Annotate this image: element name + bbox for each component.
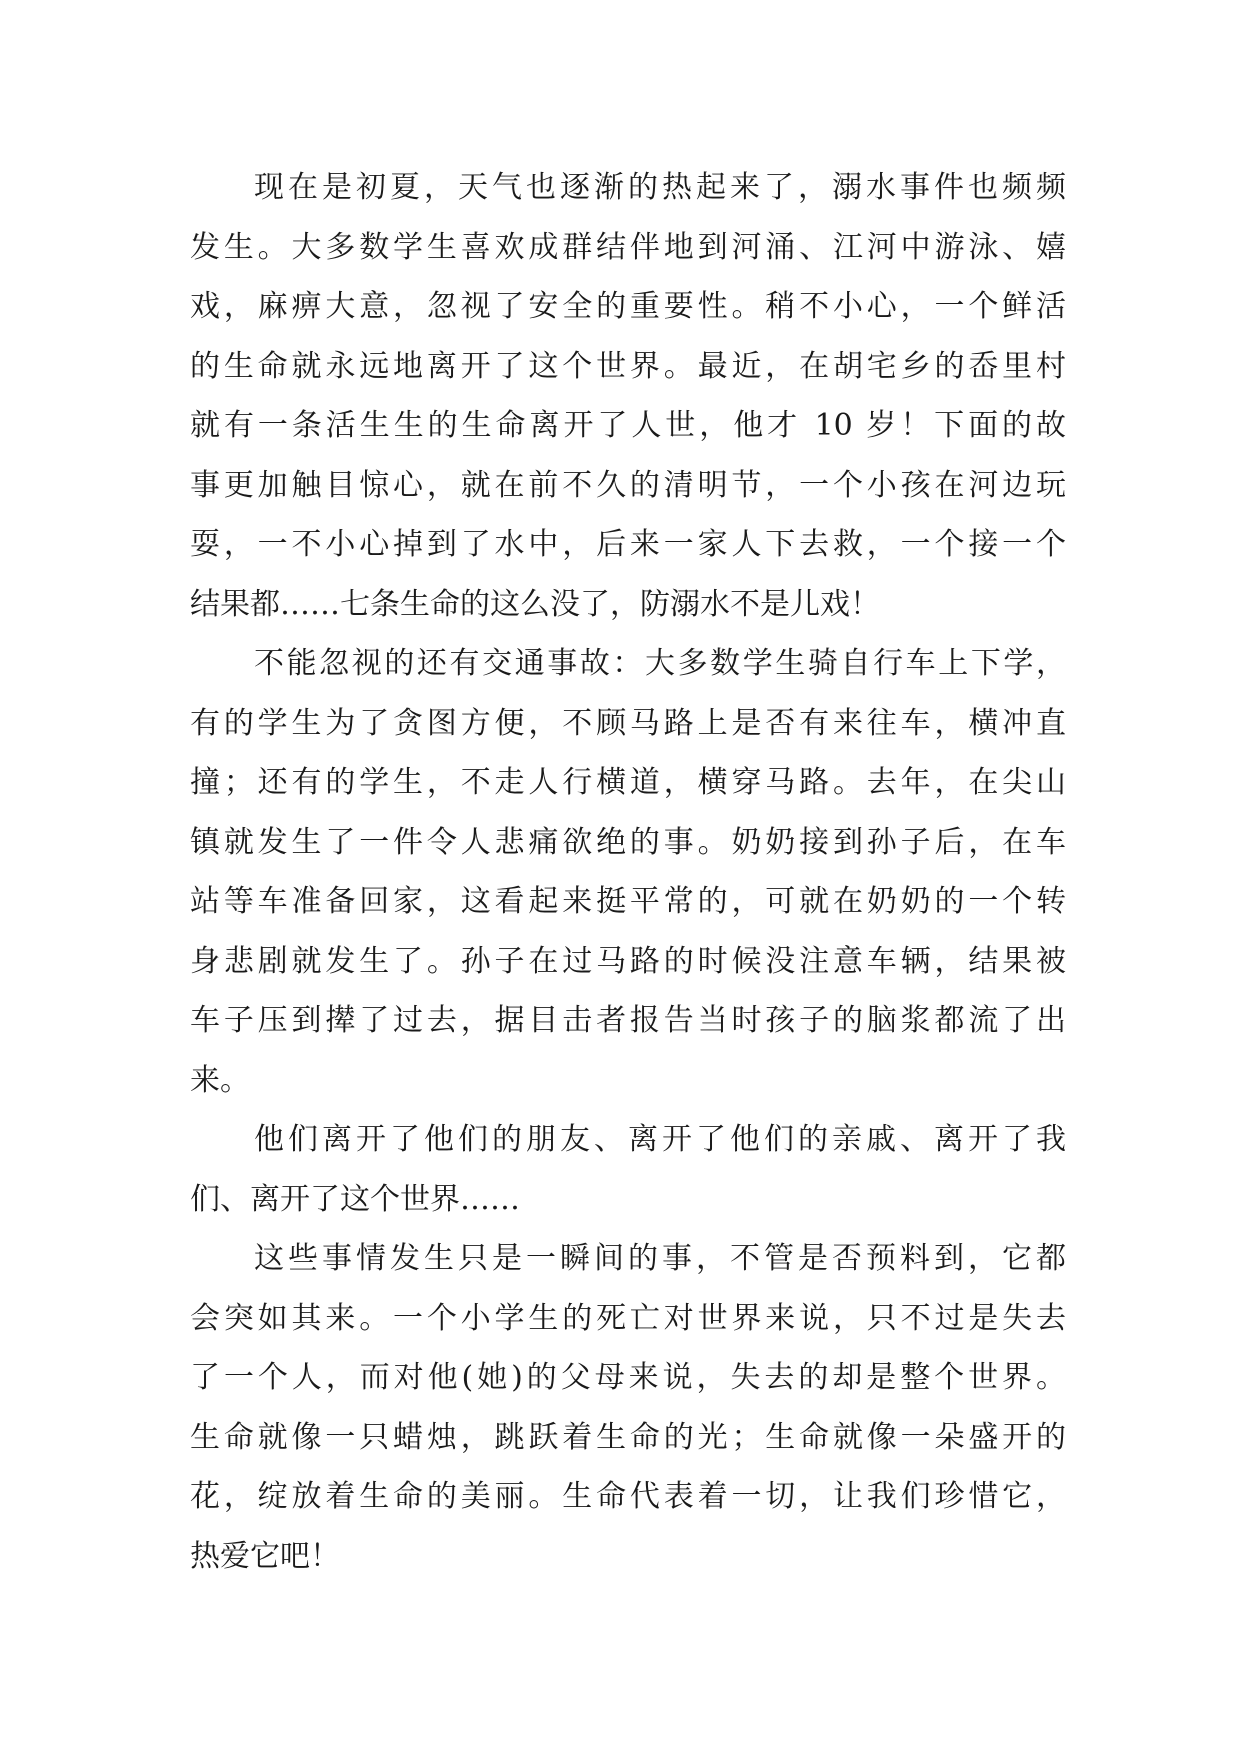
paragraph-line: 不能忽视的还有交通事故：大多数学生骑自行车上下学， — [254, 646, 1066, 681]
paragraph-line: 事更加触目惊心，就在前不久的清明节，一个小孩在河边玩 — [190, 467, 1066, 503]
paragraph-drowning — [190, 158, 1066, 634]
paragraph-line: 这些事情发生只是一瞬间的事，不管是否预料到，它都 — [254, 1241, 1066, 1276]
paragraph-farewell — [190, 1110, 1066, 1229]
paragraph-line: 热爱它吧！ — [190, 1538, 340, 1574]
paragraph-line: 就有一条活生生的生命离开了人世，他才 10 岁！下面的故 — [190, 408, 1066, 443]
paragraph-line: 来。 — [190, 1062, 250, 1098]
paragraph-line: 耍，一不小心掉到了水中，后来一家人下去救，一个接一个 — [190, 527, 1066, 562]
paragraph-cherish-life — [190, 1229, 1066, 1586]
paragraph-line: 有的学生为了贪图方便，不顾马路上是否有来往车，横冲直 — [190, 705, 1066, 741]
paragraph-line: 会突如其来。一个小学生的死亡对世界来说，只不过是失去 — [190, 1300, 1066, 1336]
paragraph-line: 生命就像一只蜡烛，跳跃着生命的光；生命就像一朵盛开的 — [190, 1419, 1066, 1455]
paragraph-line: 他们离开了他们的朋友、离开了他们的亲戚、离开了我 — [254, 1122, 1066, 1157]
paragraph-line: 了一个人，而对他(她)的父母来说，失去的却是整个世界。 — [190, 1360, 1066, 1395]
paragraph-line: 现在是初夏，天气也逐渐的热起来了，溺水事件也频频 — [254, 170, 1066, 205]
paragraph-line: 站等车准备回家，这看起来挺平常的，可就在奶奶的一个转 — [190, 884, 1066, 919]
paragraph-line: 们、离开了这个世界…… — [190, 1181, 520, 1217]
paragraph-line: 的生命就永远地离开了这个世界。最近，在胡宅乡的岙里村 — [190, 348, 1066, 384]
paragraph-traffic — [190, 634, 1066, 1110]
paragraph-line: 车子压到撵了过去，据目击者报告当时孩子的脑浆都流了出 — [190, 1003, 1066, 1038]
paragraph-line: 戏，麻痹大意，忽视了安全的重要性。稍不小心，一个鲜活 — [190, 289, 1066, 324]
paragraph-line: 结果都……七条生命的这么没了，防溺水不是儿戏！ — [190, 586, 880, 622]
paragraph-line: 镇就发生了一件令人悲痛欲绝的事。奶奶接到孙子后，在车 — [190, 824, 1066, 860]
paragraph-line: 发生。大多数学生喜欢成群结伴地到河涌、江河中游泳、嬉 — [190, 229, 1066, 265]
document-body — [190, 158, 1066, 1586]
paragraph-line: 身悲剧就发生了。孙子在过马路的时候没注意车辆，结果被 — [190, 943, 1066, 979]
paragraph-line: 花，绽放着生命的美丽。生命代表着一切，让我们珍惜它， — [190, 1479, 1066, 1514]
paragraph-line: 撞；还有的学生，不走人行横道，横穿马路。去年，在尖山 — [190, 765, 1066, 800]
